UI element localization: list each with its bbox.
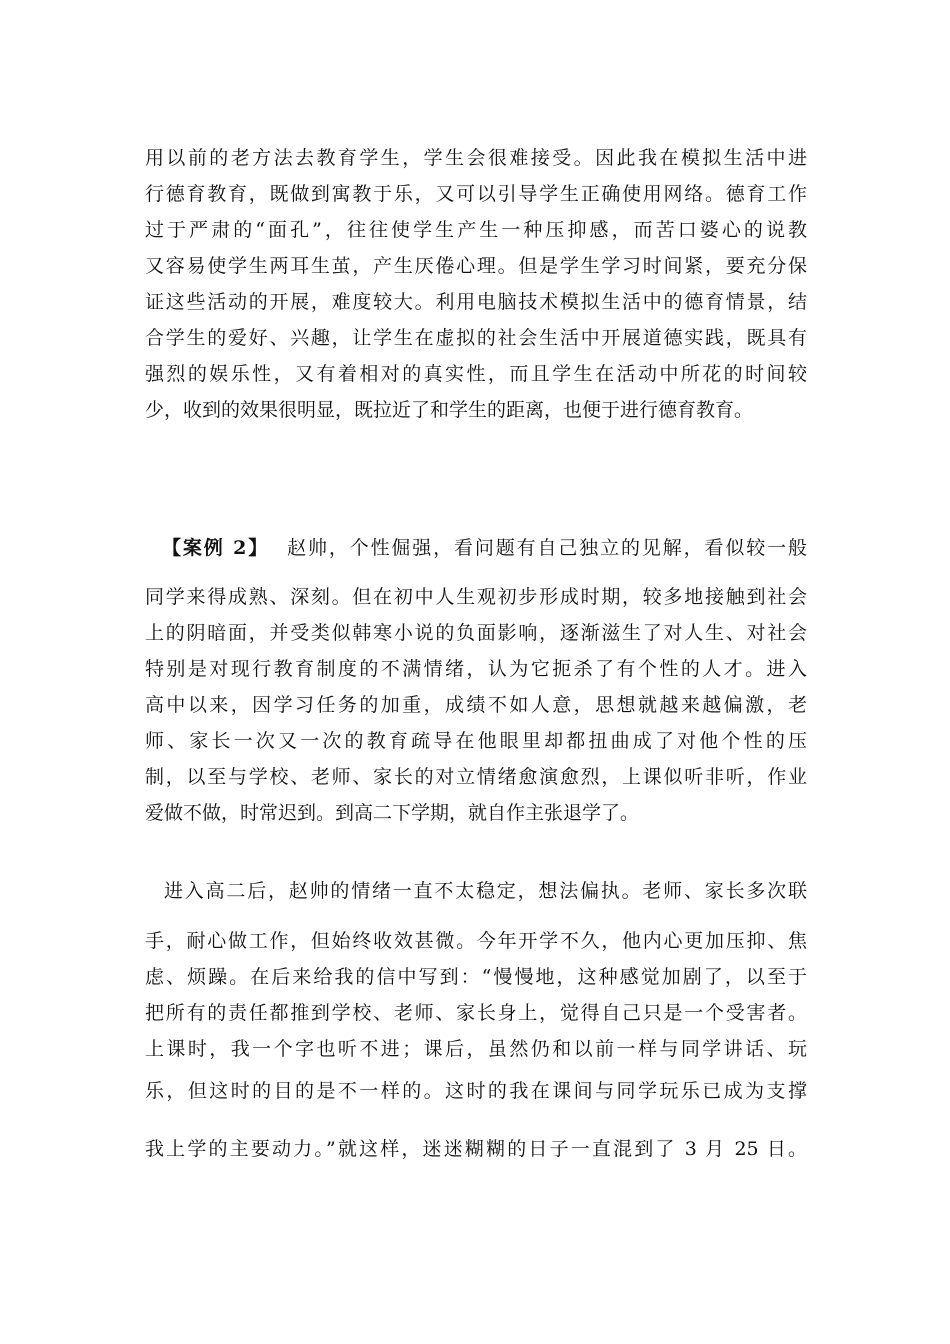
paragraph-line: 证这些活动的开展，难度较大。利用电脑技术模拟生活中的德育情景，结 (145, 291, 807, 313)
paragraph-line: 又容易使学生两耳生茧，产生厌倦心理。但是学生学习时间紧，要充分保 (145, 255, 807, 277)
paragraph-line: 把所有的责任都推到学校、老师、家长身上，觉得自己只是一个受害者。 (145, 1002, 807, 1024)
case-2-first-line-text: 赵帅，个性倔强，看问题有自己独立的见解，看似较一般 (287, 537, 807, 559)
paragraph-line: 行德育教育，既做到寓教于乐，又可以引导学生正确使用网络。德育工作 (145, 183, 807, 205)
paragraph-line: 手，耐心做工作，但始终收效甚微。今年开学不久，他内心更加压抑、焦 (145, 930, 807, 952)
paragraph-line: 合学生的爱好、兴趣，让学生在虚拟的社会生活中开展道德实践，既具有 (145, 327, 807, 349)
paragraph-line: 爱做不做，时常迟到。到高二下学期，就自作主张退学了。 (145, 802, 640, 824)
paragraph-line: 强烈的娱乐性，又有着相对的真实性，而且学生在活动中所花的时间较 (145, 363, 807, 385)
paragraph-line: 特别是对现行教育制度的不满情绪，认为它扼杀了有个性的人才。进入 (145, 658, 807, 680)
paragraph-line: 高中以来，因学习任务的加重，成绩不如人意，思想就越来越偏激，老 (145, 694, 807, 716)
paragraph-line: 上课时，我一个字也听不进；课后，虽然仍和以前一样与同学讲话、玩 (145, 1038, 807, 1060)
paragraph-line: 用以前的老方法去教育学生，学生会很难接受。因此我在模拟生活中进 (145, 147, 807, 169)
case-2-label: 【案例 2】 (162, 537, 270, 559)
paragraph-line: 进入高二后，赵帅的情绪一直不太稳定，想法偏执。老师、家长多次联 (164, 880, 807, 902)
paragraph-line: 乐，但这时的目的是不一样的。这时的我在课间与同学玩乐已成为支撑 (145, 1080, 807, 1102)
paragraph-line: 过于严肃的“面孔”，往往使学生产生一种压抑感，而苦口婆心的说教 (145, 219, 807, 241)
paragraph-line: 师、家长一次又一次的教育疏导在他眼里却都扭曲成了对他个性的压 (145, 730, 807, 752)
paragraph-line: 上的阴暗面，并受类似韩寒小说的负面影响，逐渐滋生了对人生、对社会 (145, 622, 807, 644)
paragraph-line: 少，收到的效果很明显，既拉近了和学生的距离，也便于进行德育教育。 (145, 399, 754, 421)
paragraph-line: 同学来得成熟、深刻。但在初中人生观初步形成时期，较多地接触到社会 (145, 586, 807, 608)
case-2-heading-line (162, 535, 807, 561)
paragraph-line: 我上学的主要动力。”就这样，迷迷糊糊的日子一直混到了 3 月 25 日。 (145, 1138, 807, 1160)
paragraph-line: 制，以至与学校、老师、家长的对立情绪愈演愈烈，上课似听非听，作业 (145, 766, 807, 788)
paragraph-line: 虑、烦躁。在后来给我的信中写到：“慢慢地，这种感觉加剧了，以至于 (145, 966, 807, 988)
